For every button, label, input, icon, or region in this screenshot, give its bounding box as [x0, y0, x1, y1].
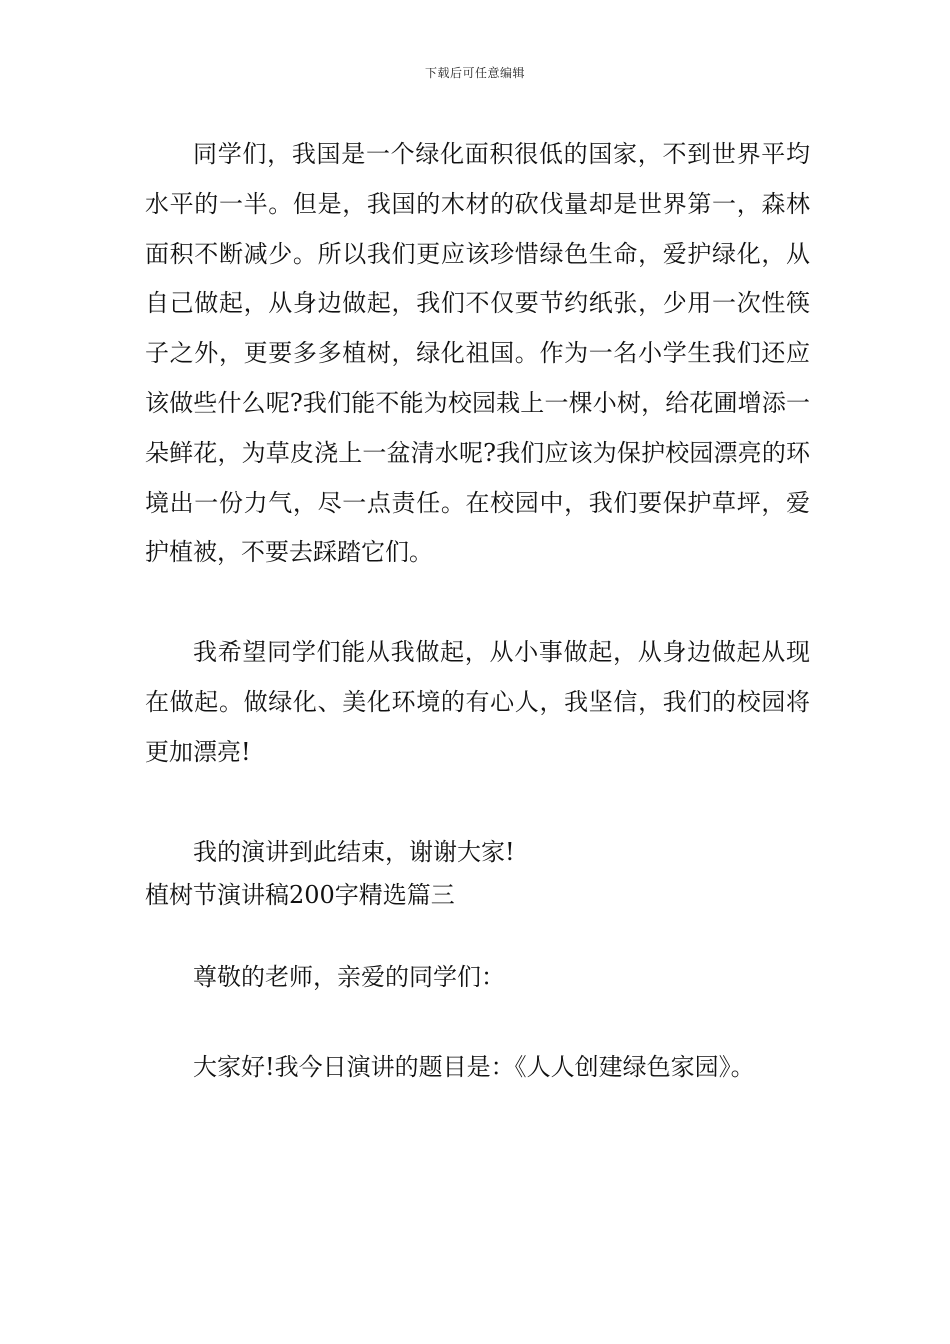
- closing-line: 我的演讲到此结束，谢谢大家!: [193, 837, 515, 866]
- paragraph-spacer: [145, 1003, 810, 1043]
- document-body: [145, 130, 810, 1093]
- header-note: 下载后可任意编辑: [424, 66, 525, 80]
- paragraph-spacer: [145, 913, 810, 953]
- paragraph-spacer: [145, 778, 810, 828]
- greeting-line: 大家好!我今日演讲的题目是：《人人创建绿色家园》。: [193, 1053, 755, 1082]
- salutation-line: 尊敬的老师，亲爱的同学们：: [193, 963, 505, 992]
- paragraph-hope: 我希望同学们能从我做起，从小事做起，从身边做起从现在做起。做绿化、美化环境的有心人，我坚信，我们的校园将更加漂亮!: [145, 638, 810, 766]
- paragraph-spacer: [145, 578, 810, 628]
- paragraph-green-campus: 同学们，我国是一个绿化面积很低的国家，不到世界平均水平的一半。但是，我国的木材的砍伐量却是世界第一，森林面积不断减少。所以我们更应该珍惜绿色生命，爱护绿化，从自己做起，从身边做起，我们不仅要节约纸张，少用一次性筷子之外，更要多多植树，绿化祖国。作为一名小学生我们还应该做些什么呢?我们能不能为校园栽上一棵小树，给花圃增添一朵鲜花，为草皮浇上一盆清水呢?我们应该为保护校园漂亮的环境出一份力气，尽一点责任。在校园中，我们要保护草坪，爱护植被，不要去踩踏它们。: [145, 140, 810, 567]
- section-title: 植树节演讲稿200字精选篇三: [145, 881, 455, 910]
